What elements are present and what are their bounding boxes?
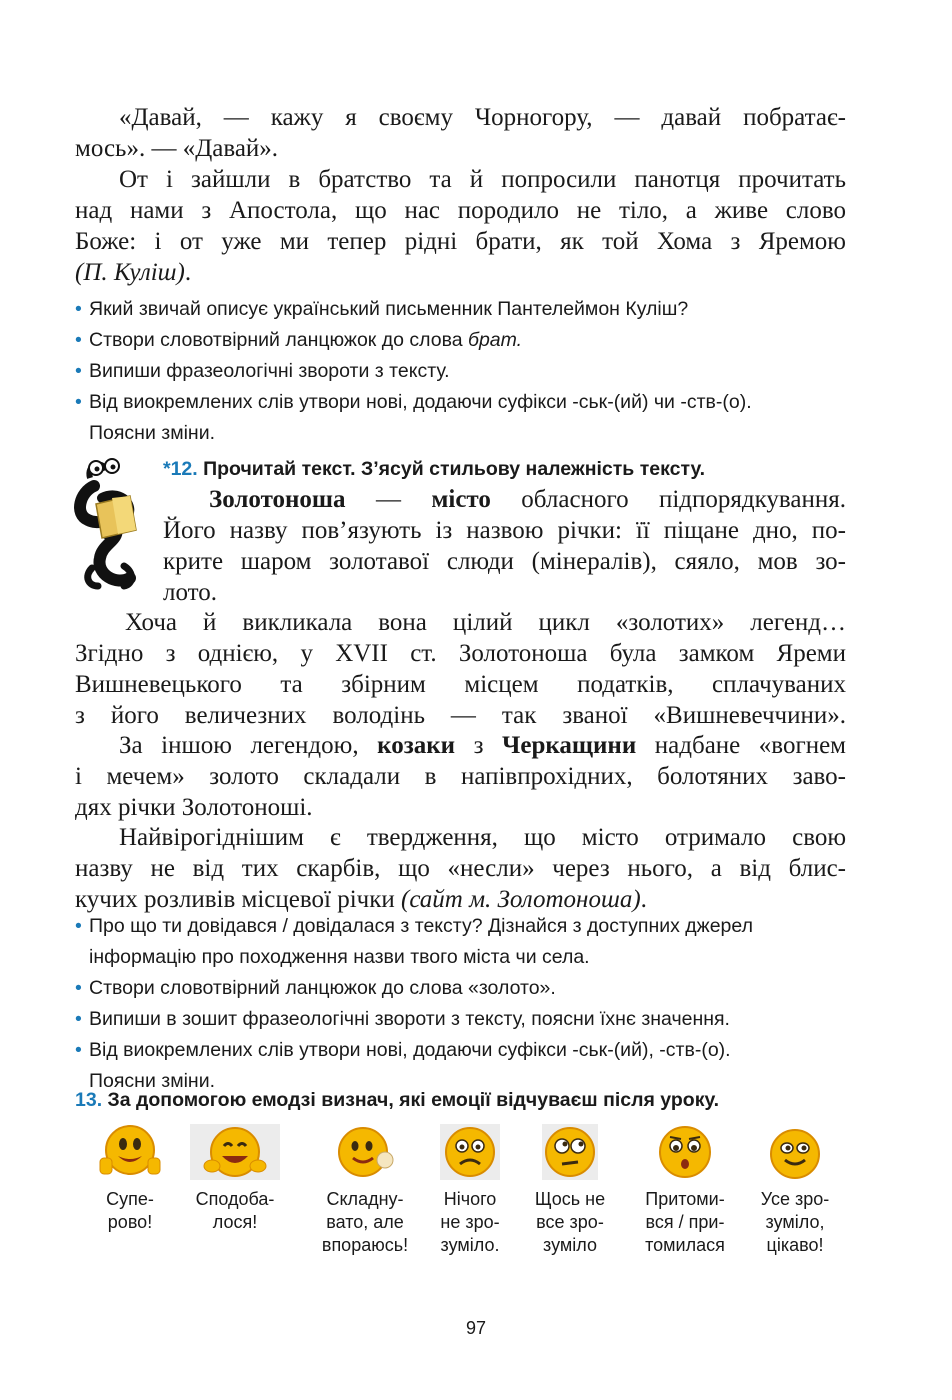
emoji-option-interesting[interactable] <box>745 1122 845 1257</box>
exercise-instruction: Прочитай текст. З’ясуй стильову належність тексту. <box>203 458 706 480</box>
thumbs-up-smiley-icon <box>98 1122 162 1182</box>
frowning-smiley-icon <box>438 1122 502 1182</box>
task-item: • Який звичай описує український письменник Пантелеймон Куліш? <box>75 294 846 325</box>
task-item: • Від виокремлених слів утвори нові, додаючи суфікси -ськ-(ий) чи -ств-(о). Поясни зміни. <box>75 387 846 449</box>
text-line: Найвірогіднішим є твердження, що місто отримало свою <box>119 824 846 851</box>
happy-smiley-icon <box>763 1122 827 1182</box>
task-list <box>75 911 846 1097</box>
text-line: кучих розливів місцевої річки (сайт м. Золотоноша). <box>75 886 647 913</box>
text-line: і мечем» золото складали в напівпрохідних, болотяних заво- <box>75 763 846 790</box>
paragraph <box>75 822 846 915</box>
paragraph <box>75 607 846 731</box>
emoji-caption: Притоми- вся / при- томилася <box>645 1189 725 1255</box>
task-item: • Створи словотвірний ланцюжок до слова «золото». <box>75 973 846 1004</box>
emoji-row <box>75 1122 855 1262</box>
text-line: Згідно з однією, у XVII ст. Золотоноша була замком Яреми <box>75 640 846 667</box>
tired-smiley-icon <box>653 1122 717 1182</box>
emoji-caption: Нічого не зро- зуміло. <box>440 1189 500 1255</box>
task-item: • Створи словотвірний ланцюжок до слова брат. <box>75 325 846 356</box>
text-line: За іншою легендою, козаки з Черкащини надбане «вогнем <box>119 732 846 759</box>
text-line: Золотоноша — місто обласного підпорядкування. <box>209 486 846 513</box>
intro-text <box>75 102 846 164</box>
grinning-smiley-icon <box>188 1122 282 1182</box>
emoji-option-not-understood[interactable] <box>430 1122 510 1257</box>
emoji-caption: Складну- вато, але впораюсь! <box>321 1189 409 1255</box>
exercise-12-heading <box>163 455 705 483</box>
emoji-option-difficult[interactable] <box>315 1122 415 1257</box>
ok-hand-smiley-icon <box>333 1122 397 1182</box>
text-line: Хоча й викликала вона цілий цикл «золотих» легенд… <box>125 609 846 636</box>
exercise-instruction: За допомогою емодзі визнач, які емоції відчуваєш після уроку. <box>107 1089 720 1111</box>
emoji-option-liked[interactable] <box>185 1122 285 1234</box>
emoji-caption: Щось не все зро- зуміло <box>534 1189 606 1255</box>
task-list <box>75 294 846 449</box>
text-line: Його назву пов’язують із назвою річки: її піщане дно, по- <box>163 517 846 544</box>
source-citation: (П. Куліш) <box>75 259 185 286</box>
text-line: над нами з Апостола, що нас породило не тіло, а живе слово <box>75 197 846 224</box>
text-line: (П. Куліш). <box>75 259 192 286</box>
exercise-13-heading <box>75 1086 719 1114</box>
text-line: назву не від тих скарбів, що «несли» через нього, а від блис- <box>75 855 846 882</box>
paragraph <box>75 730 846 823</box>
text-line: Боже: і от уже ми тепер рідні брати, як той Хома з Яремою <box>75 228 846 255</box>
emoji-caption: Усе зро- зуміло, цікаво! <box>760 1189 830 1255</box>
task-item: • Від виокремлених слів утвори нові, додаючи суфікси -ськ-(ий), -ств-(о). Поясни зміни. <box>75 1035 846 1097</box>
page-number: 97 <box>465 1318 487 1338</box>
emoji-option-super[interactable] <box>85 1122 175 1234</box>
text-line: «Давай, — кажу я своєму Чорногору, — давай побратає- <box>119 104 846 131</box>
mascot-icon <box>72 458 152 590</box>
text-line: дях річки Золотоноші. <box>75 794 313 821</box>
paragraph <box>163 484 846 608</box>
paragraph <box>75 164 846 288</box>
source-citation: (сайт м. Золотоноша) <box>401 886 641 913</box>
text-line: з його величезних володінь — так званої «Вишневеччини». <box>75 702 846 729</box>
emoji-option-partly-understood[interactable] <box>520 1122 620 1257</box>
emoji-caption: Сподоба- лося! <box>195 1189 275 1232</box>
text-line: Вишневецького та збірним місцем податків, сплачуваних <box>75 671 846 698</box>
text-line: От і зайшли в братство та й попросили панотця прочитать <box>119 166 846 193</box>
text-line: крите шаром золотавої слюди (мінералів), сяяло, мов зо- <box>163 548 846 575</box>
emoji-option-tired[interactable] <box>630 1122 740 1257</box>
exercise-number: *12. <box>163 458 198 480</box>
confused-smiley-icon <box>538 1122 602 1182</box>
text-line: лото. <box>163 579 217 606</box>
emoji-caption: Супе- рово! <box>106 1189 154 1232</box>
text-line: мось». — «Давай». <box>75 135 279 162</box>
task-item: • Про що ти довідався / довідалася з тексту? Дізнайся з доступних джерел інформацію про походження назви твого міста чи села. <box>75 911 846 973</box>
task-item: • Випиши в зошит фразеологічні звороти з тексту, поясни їхнє значення. <box>75 1004 846 1035</box>
exercise-number: 13. <box>75 1089 103 1111</box>
task-item: • Випиши фразеологічні звороти з тексту. <box>75 356 846 387</box>
